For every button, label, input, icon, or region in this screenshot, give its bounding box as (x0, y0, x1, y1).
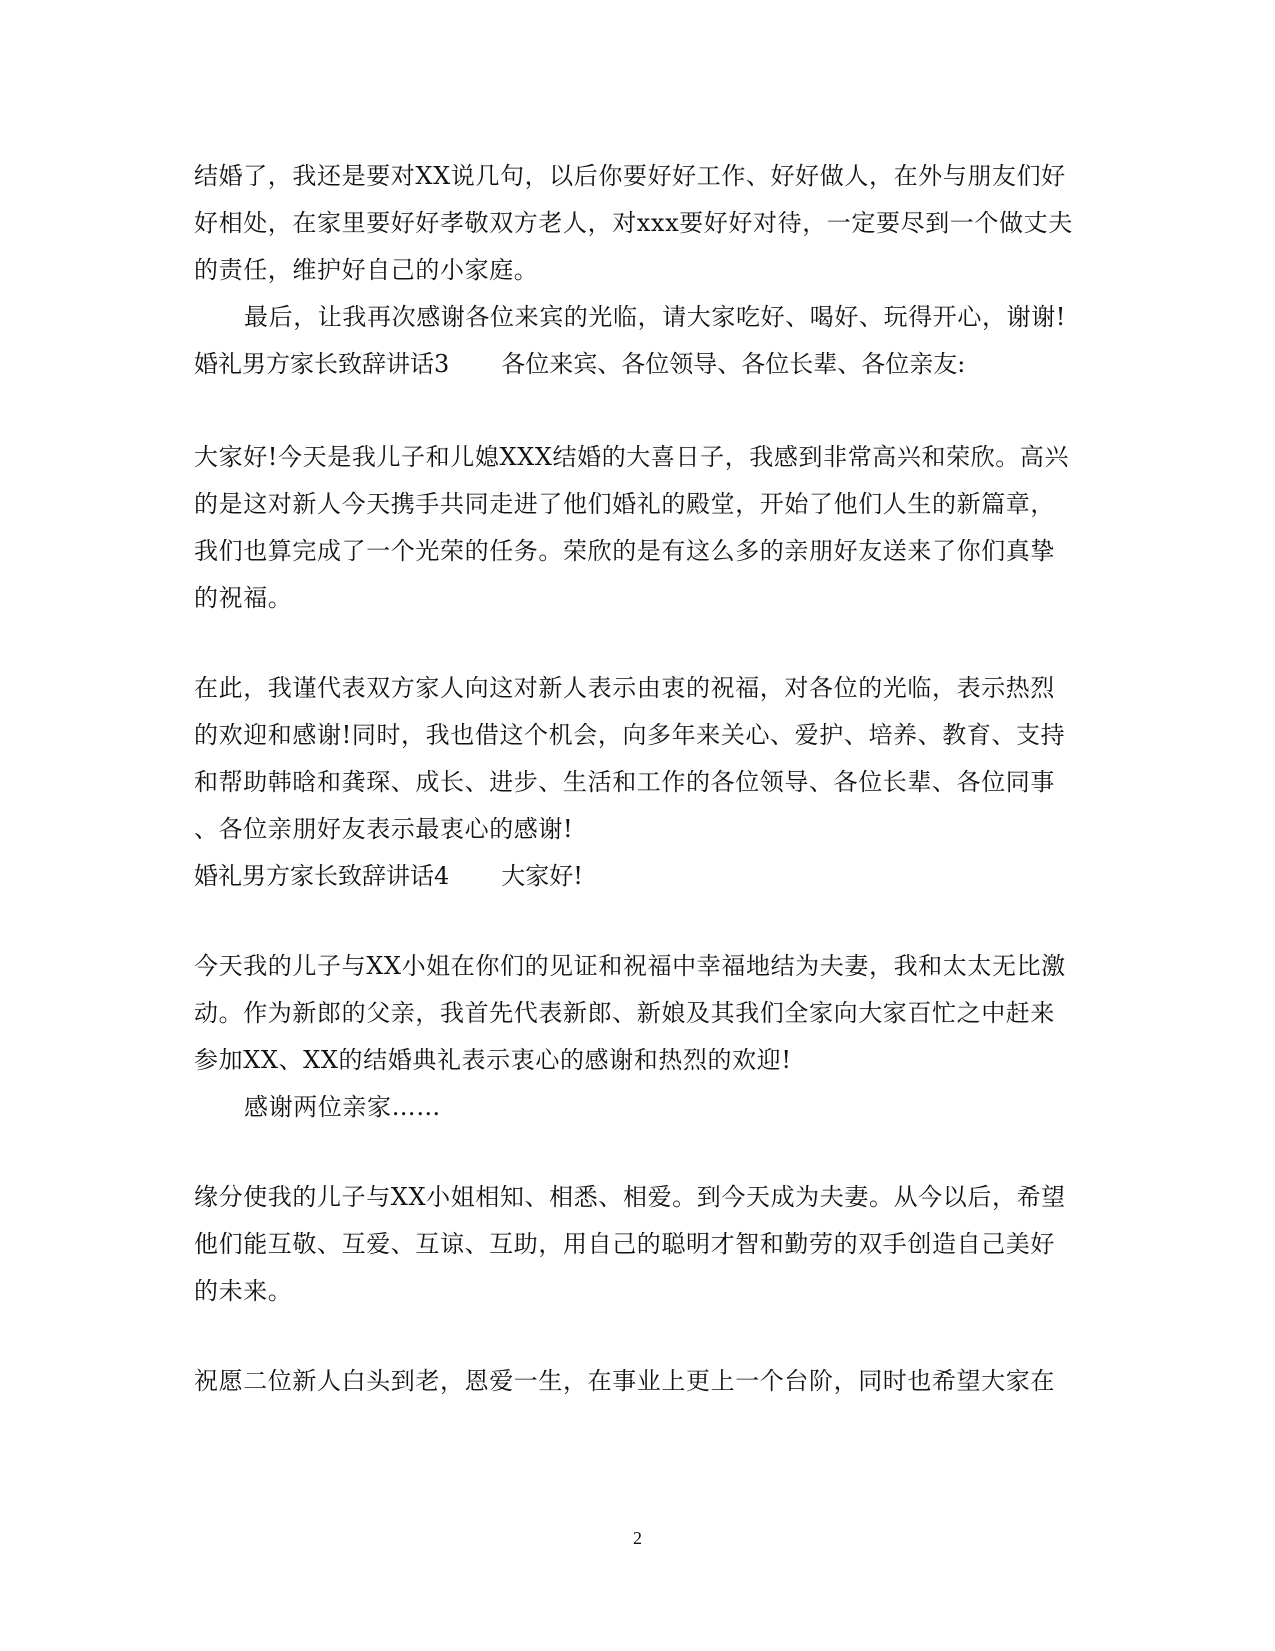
body-text-line: 大家好!今天是我儿子和儿媳XXX结婚的大喜日子，我感到非常高兴和荣欣。高兴 (194, 443, 1070, 471)
body-text-line: 的未来。 (194, 1277, 293, 1305)
body-text-line: 的祝福。 (194, 584, 293, 612)
body-text-line: 好相处，在家里要好好孝敬双方老人，对xxx要好好对待，一定要尽到一个做丈夫 (194, 209, 1073, 237)
body-text-line: 今天我的儿子与XX小姐在你们的见证和祝福中幸福地结为夫妻，我和太太无比激 (194, 952, 1066, 980)
section-heading-3 (194, 349, 965, 379)
body-text-line: 的是这对新人今天携手共同走进了他们婚礼的殿堂，开始了他们人生的新篇章， (194, 490, 1055, 518)
body-text-line: 他们能互敬、互爱、互谅、互助，用自己的聪明才智和勤劳的双手创造自己美好 (194, 1230, 1055, 1258)
body-text-line: 祝愿二位新人白头到老，恩爱一生，在事业上更上一个台阶，同时也希望大家在 (194, 1367, 1055, 1395)
section-greeting: 大家好! (501, 862, 583, 890)
section-title: 婚礼男方家长致辞讲话3 (194, 350, 450, 378)
body-text-line: 结婚了，我还是要对XX说几句，以后你要好好工作、好好做人，在外与朋友们好 (194, 162, 1066, 190)
section-greeting: 各位来宾、各位领导、各位长辈、各位亲友: (501, 350, 966, 378)
body-text-line: 感谢两位亲家…… (244, 1093, 441, 1121)
body-text-line: 参加XX、XX的结婚典礼表示衷心的感谢和热烈的欢迎! (194, 1046, 792, 1074)
body-text-line: 和帮助韩晗和龚琛、成长、进步、生活和工作的各位领导、各位长辈、各位同事 (194, 768, 1055, 796)
section-heading-4 (194, 861, 583, 891)
body-text-line: 的欢迎和感谢!同时，我也借这个机会，向多年来关心、爱护、培养、教育、支持 (194, 721, 1066, 749)
body-text-line: 在此，我谨代表双方家人向这对新人表示由衷的祝福，对各位的光临，表示热烈 (194, 674, 1055, 702)
body-text-line: 动。作为新郎的父亲，我首先代表新郎、新娘及其我们全家向大家百忙之中赶来 (194, 999, 1055, 1027)
body-text-line: 、各位亲朋好友表示最衷心的感谢! (194, 815, 574, 843)
section-title: 婚礼男方家长致辞讲话4 (194, 862, 450, 890)
body-text-line: 的责任，维护好自己的小家庭。 (194, 256, 539, 284)
body-text-line: 缘分使我的儿子与XX小姐相知、相悉、相爱。到今天成为夫妻。从今以后，希望 (194, 1183, 1066, 1211)
body-text-line: 最后，让我再次感谢各位来宾的光临，请大家吃好、喝好、玩得开心，谢谢! (244, 303, 1067, 331)
page-number: 2 (633, 1528, 642, 1548)
body-text-line: 我们也算完成了一个光荣的任务。荣欣的是有这么多的亲朋好友送来了你们真挚 (194, 537, 1055, 565)
